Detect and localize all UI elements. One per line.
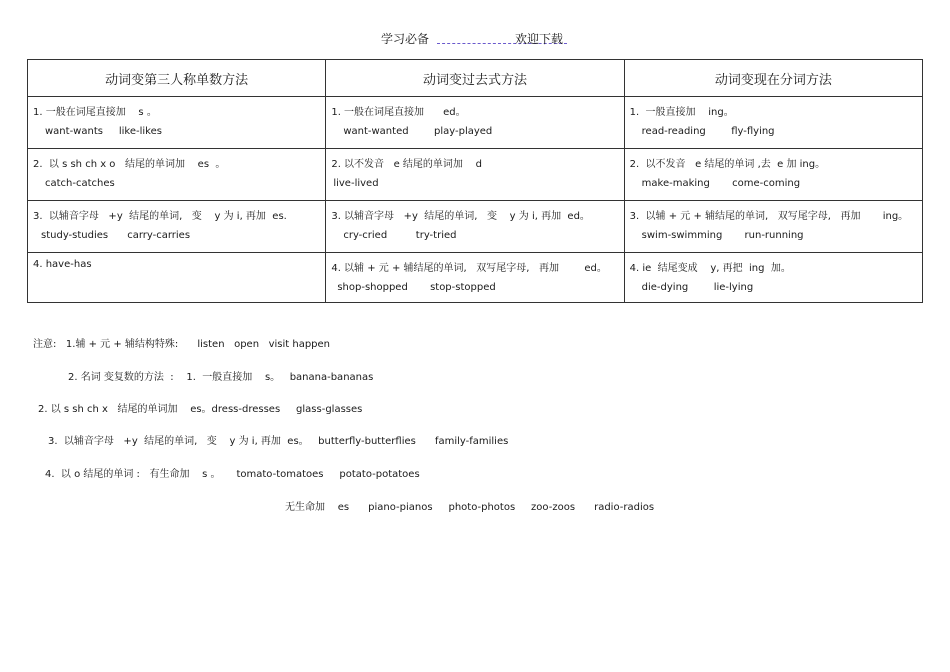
table-header-row — [28, 60, 923, 97]
table-cell — [326, 149, 624, 201]
table-cell — [28, 97, 326, 149]
verb-rules-table — [27, 59, 923, 303]
rule-text: 2. 以不发音 e 结尾的单词加 d — [331, 159, 482, 170]
rule-text: 2. 以 s sh ch x o 结尾的单词加 es 。 — [33, 159, 226, 170]
table-cell — [28, 149, 326, 201]
table-cell — [624, 253, 922, 303]
example-text: swim-swimming run-running — [641, 230, 804, 241]
table-cell — [326, 253, 624, 303]
header-right-text: 欢迎下载 — [515, 32, 564, 46]
table-cell — [624, 149, 922, 201]
example-text: live-lived — [333, 178, 379, 189]
table-row — [28, 149, 923, 201]
rule-text: 3. 以辅 + 元 + 辅结尾的单词, 双写尾字母, 再加 ing。 — [629, 211, 909, 222]
note-line: 注意: 1.辅 + 元 + 辅结构特殊: listen open visit happen — [33, 339, 331, 350]
rule-text: 4. have-has — [33, 259, 92, 270]
column-header: 动词变第三人称单数方法 — [28, 60, 326, 97]
rule-text: 2. 以不发音 e 结尾的单词 ,去 e 加 ing。 — [629, 159, 826, 170]
example-text: shop-shopped stop-stopped — [337, 282, 496, 293]
note-line: 4. 以 o 结尾的单词 : 有生命加 s 。 tomato-tomatoes potato-potatoes — [45, 469, 420, 480]
note-line: 无生命加 es piano-pianos photo-photos zoo-zoos radio-radios — [285, 502, 655, 513]
table-cell — [624, 97, 922, 149]
table-row — [28, 97, 923, 149]
column-header: 动词变现在分词方法 — [624, 60, 922, 97]
rule-text: 1. 一般在词尾直接加 ed。 — [331, 107, 466, 118]
rule-text: 4. 以辅 + 元 + 辅结尾的单词, 双写尾字母, 再加 ed。 — [331, 263, 607, 274]
example-text: read-reading fly-flying — [641, 126, 775, 137]
header-left-text: 学习必备 — [381, 32, 430, 46]
example-text: die-dying lie-lying — [641, 282, 754, 293]
note-line: 2. 以 s sh ch x 结尾的单词加 es。dress-dresses glass-glasses — [38, 404, 363, 415]
note-line: 2. 名词 变复数的方法 : 1. 一般直接加 s。 banana-bananas — [68, 372, 374, 383]
table-cell — [326, 201, 624, 253]
table-cell — [326, 97, 624, 149]
example-text: study-studies carry-carries — [41, 230, 191, 241]
table-cell — [28, 253, 326, 303]
example-text: cry-cried try-tried — [343, 230, 457, 241]
page-header — [0, 30, 950, 48]
table-row — [28, 201, 923, 253]
example-text: want-wanted play-played — [343, 126, 493, 137]
example-text: catch-catches — [45, 178, 115, 189]
column-header: 动词变过去式方法 — [326, 60, 624, 97]
rule-text: 1. 一般直接加 ing。 — [629, 107, 734, 118]
example-text: want-wants like-likes — [45, 126, 162, 137]
rule-text: 3. 以辅音字母 +y 结尾的单词, 变 y 为 i, 再加 es. — [33, 211, 287, 222]
rule-text: 4. ie 结尾变成 y, 再把 ing 加。 — [629, 263, 791, 274]
table-cell — [624, 201, 922, 253]
rule-text: 3. 以辅音字母 +y 结尾的单词, 变 y 为 i, 再加 ed。 — [331, 211, 590, 222]
note-line: 3. 以辅音字母 +y 结尾的单词, 变 y 为 i, 再加 es。 butterfly-butterflies family-families — [48, 436, 509, 447]
rule-text: 1. 一般在词尾直接加 s 。 — [33, 107, 157, 118]
example-text: make-making come-coming — [641, 178, 801, 189]
table-row — [28, 253, 923, 303]
table-cell — [28, 201, 326, 253]
